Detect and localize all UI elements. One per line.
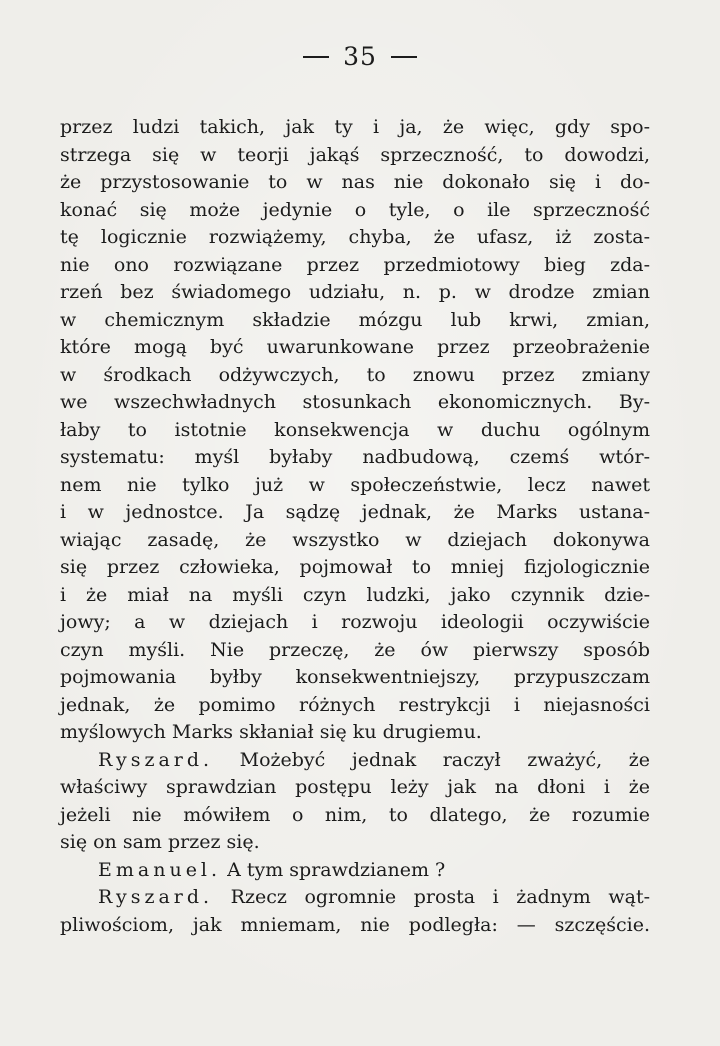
page-body — [60, 114, 650, 939]
text-line: się przez człowieka, pojmował to mniej fizjologicznie — [60, 556, 650, 578]
text-line: czyn myśli. Nie przeczę, że ów pierwszy sposób — [60, 638, 650, 661]
text-line: że przystosowanie to w nas nie dokonało się i do- — [60, 171, 650, 193]
dialogue-text: Możebyć jednak raczył zważyć, że — [239, 748, 650, 771]
text-line: rzeń bez świadomego udziału, n. p. w drodze zmian — [60, 281, 650, 303]
text-line: i w jednostce. Ja sądzę jednak, że Marks ustana- — [60, 501, 650, 523]
dialogue-line-emanuel — [60, 857, 650, 885]
text-line: nie ono rozwiązane przez przedmiotowy bieg zda- — [60, 253, 650, 276]
text-line: jeżeli nie mówiłem o nim, to dlatego, że rozumie — [60, 803, 650, 826]
text-line: we wszechwładnych stosunkach ekonomicznych. By- — [60, 391, 650, 413]
speaker-name: Ryszard. — [98, 748, 214, 771]
text-line: przez ludzi takich, jak ty i ja, że więc, gdy spo- — [60, 116, 650, 138]
text-line: które mogą być uwarunkowane przez przeobrażenie — [60, 336, 650, 358]
dialogue-line-ryszard — [60, 884, 650, 912]
page-number: 35 — [343, 42, 377, 71]
dialogue-text: Rzecz ogromnie prosta i żadnym wąt- — [230, 886, 651, 908]
text-line: łaby to istotnie konsekwencja w duchu ogólnym — [60, 418, 650, 441]
text-line: i że miał na myśli czyn ludzki, jako czynnik dzie- — [60, 583, 650, 606]
text-line: wiając zasadę, że wszystko w dziejach dokonywa — [60, 528, 650, 551]
header-dash-right — [391, 56, 417, 58]
text-line: pojmowania byłby konsekwentniejszy, przypuszczam — [60, 666, 650, 688]
text-line: nem nie tylko już w społeczeństwie, lecz nawet — [60, 473, 650, 496]
text-line: w chemicznym składzie mózgu lub krwi, zmian, — [60, 308, 650, 331]
speaker-name: Emanuel. — [98, 858, 222, 881]
dialogue-line-ryszard — [60, 747, 650, 775]
page-header — [0, 42, 720, 72]
text-line: jednak, że pomimo różnych restrykcji i niejasności — [60, 693, 650, 716]
text-line: jowy; a w dziejach i rozwoju ideologii oczywiście — [60, 611, 650, 633]
speaker-name: Ryszard. — [98, 886, 214, 908]
text-line: się on sam przez się. — [60, 831, 260, 853]
text-line: konać się może jedynie o tyle, o ile sprzeczność — [60, 198, 650, 221]
text-line: strzega się w teorji jakąś sprzeczność, to dowodzi, — [60, 143, 650, 166]
header-dash-left — [303, 56, 329, 58]
text-line: w środkach odżywczych, to znowu przez zmiany — [60, 363, 650, 386]
text-line: właściwy sprawdzian postępu leży jak na dłoni i że — [60, 776, 650, 798]
text-line: pliwościom, jak mniemam, nie podległa: — szczęście. — [60, 913, 650, 936]
text-line: myślowych Marks skłaniał się ku drugiemu. — [60, 721, 482, 743]
text-line: tę logicznie rozwiążemy, chyba, że ufasz, iż zosta- — [60, 226, 650, 248]
text-line: systematu: myśl byłaby nadbudową, czemś wtór- — [60, 446, 650, 468]
dialogue-text: A tym sprawdzianem ? — [227, 858, 446, 881]
